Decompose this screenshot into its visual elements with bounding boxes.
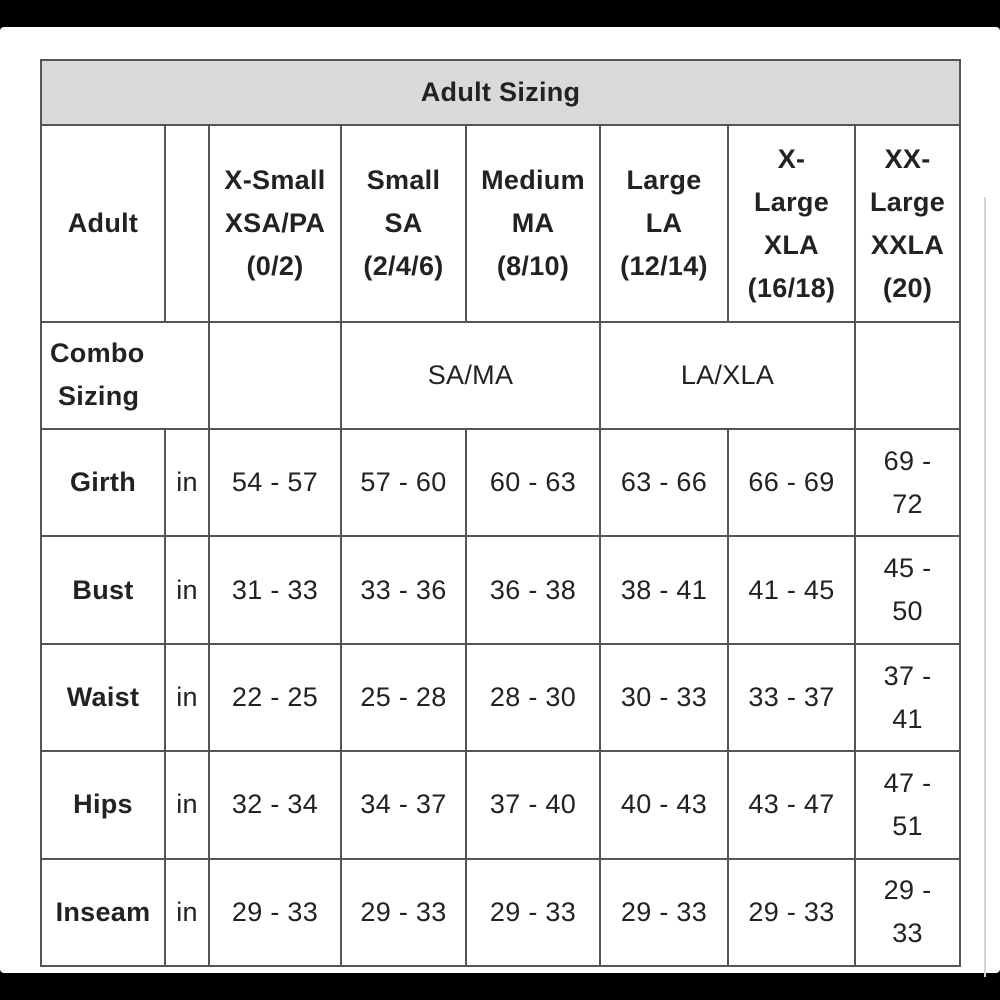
row-unit: in	[165, 536, 209, 643]
combo-row	[41, 322, 960, 429]
header-unit	[165, 125, 209, 321]
table-cell-xxl	[855, 644, 960, 751]
adult-sizing-table	[40, 59, 961, 967]
size-name: Large	[870, 186, 946, 217]
table-cell: 43 - 47	[728, 751, 855, 858]
size-name: Large	[753, 186, 830, 217]
measurement-row-inseam	[41, 859, 960, 966]
size-name: Medium	[481, 165, 585, 196]
table-cell: 33 - 36	[341, 536, 466, 643]
measurement-row-bust	[41, 536, 960, 643]
table-cell: 30 - 33	[600, 644, 728, 751]
table-cell: 54 - 57	[209, 429, 341, 536]
measurement-row-waist	[41, 644, 960, 751]
table-cell: 60 - 63	[466, 429, 600, 536]
table-cell: 41 - 45	[728, 536, 855, 643]
size-header-xsmall	[209, 125, 341, 321]
table-cell: 40 - 43	[600, 751, 728, 858]
size-code: LA	[645, 208, 683, 239]
combo-cell-sa-ma: SA/MA	[341, 322, 600, 429]
size-numbers: (12/14)	[620, 251, 708, 282]
combo-label-line2: Sizing	[58, 381, 140, 412]
size-numbers: (8/10)	[496, 251, 570, 282]
table-cell: 29 - 33	[209, 859, 341, 966]
cell-line1: 47 -	[883, 767, 932, 798]
table-cell: 63 - 66	[600, 429, 728, 536]
header-row	[41, 125, 960, 321]
size-numbers: (2/4/6)	[363, 251, 444, 282]
table-cell: 57 - 60	[341, 429, 466, 536]
table-cell: 31 - 33	[209, 536, 341, 643]
table-cell: 37 - 40	[466, 751, 600, 858]
size-code: MA	[511, 208, 555, 239]
cell-line1: 37 -	[883, 660, 932, 691]
size-name-prefix: XX-	[884, 143, 931, 174]
measurement-row-girth	[41, 429, 960, 536]
size-header-xxlarge	[855, 125, 960, 321]
row-label: Bust	[41, 536, 165, 643]
table-cell-xxl	[855, 859, 960, 966]
table-cell: 34 - 37	[341, 751, 466, 858]
combo-cell-la-xla: LA/XLA	[600, 322, 855, 429]
cell-line1: 29 -	[883, 875, 932, 906]
combo-cell-xsmall	[209, 322, 341, 429]
table-cell: 28 - 30	[466, 644, 600, 751]
size-name: X-Small	[224, 165, 326, 196]
cell-line1: 69 -	[883, 445, 932, 476]
table-cell: 29 - 33	[341, 859, 466, 966]
row-unit: in	[165, 859, 209, 966]
cell-line2: 72	[892, 488, 923, 519]
size-code: XXLA	[870, 229, 945, 260]
header-label: Adult	[41, 125, 165, 321]
size-name: Small	[366, 165, 441, 196]
table-cell: 36 - 38	[466, 536, 600, 643]
size-code: SA	[384, 208, 423, 239]
size-numbers: (16/18)	[747, 272, 836, 303]
table-cell: 29 - 33	[466, 859, 600, 966]
table-cell: 29 - 33	[728, 859, 855, 966]
row-unit: in	[165, 429, 209, 536]
row-label: Inseam	[41, 859, 165, 966]
size-header-small	[341, 125, 466, 321]
table-cell: 38 - 41	[600, 536, 728, 643]
size-code: XLA	[764, 229, 819, 260]
size-header-xlarge	[728, 125, 855, 321]
combo-label-line1: Combo	[50, 338, 145, 369]
size-header-medium	[466, 125, 600, 321]
row-unit: in	[165, 644, 209, 751]
row-label: Girth	[41, 429, 165, 536]
page-background	[0, 27, 1000, 973]
cell-line2: 50	[892, 596, 923, 627]
table-cell: 25 - 28	[341, 644, 466, 751]
size-code: XSA/PA	[224, 208, 326, 239]
size-numbers: (0/2)	[246, 251, 304, 282]
page-edge-line	[984, 197, 986, 977]
row-label: Hips	[41, 751, 165, 858]
table-cell: 33 - 37	[728, 644, 855, 751]
table-cell-xxl	[855, 751, 960, 858]
combo-cell-xxlarge	[855, 322, 960, 429]
table-cell-xxl	[855, 429, 960, 536]
table-cell: 22 - 25	[209, 644, 341, 751]
row-unit: in	[165, 751, 209, 858]
size-name: Large	[626, 165, 702, 196]
cell-line2: 51	[892, 810, 923, 841]
cell-line2: 41	[892, 703, 923, 734]
cell-line2: 33	[892, 918, 923, 949]
size-header-large	[600, 125, 728, 321]
measurement-row-hips	[41, 751, 960, 858]
combo-label	[41, 322, 209, 429]
table-cell: 29 - 33	[600, 859, 728, 966]
table-cell-xxl	[855, 536, 960, 643]
row-label: Waist	[41, 644, 165, 751]
table-title: Adult Sizing	[41, 60, 960, 125]
size-name-prefix: X-	[777, 143, 806, 174]
size-numbers: (20)	[882, 272, 933, 303]
table-cell: 32 - 34	[209, 751, 341, 858]
table-cell: 66 - 69	[728, 429, 855, 536]
cell-line1: 45 -	[883, 553, 932, 584]
